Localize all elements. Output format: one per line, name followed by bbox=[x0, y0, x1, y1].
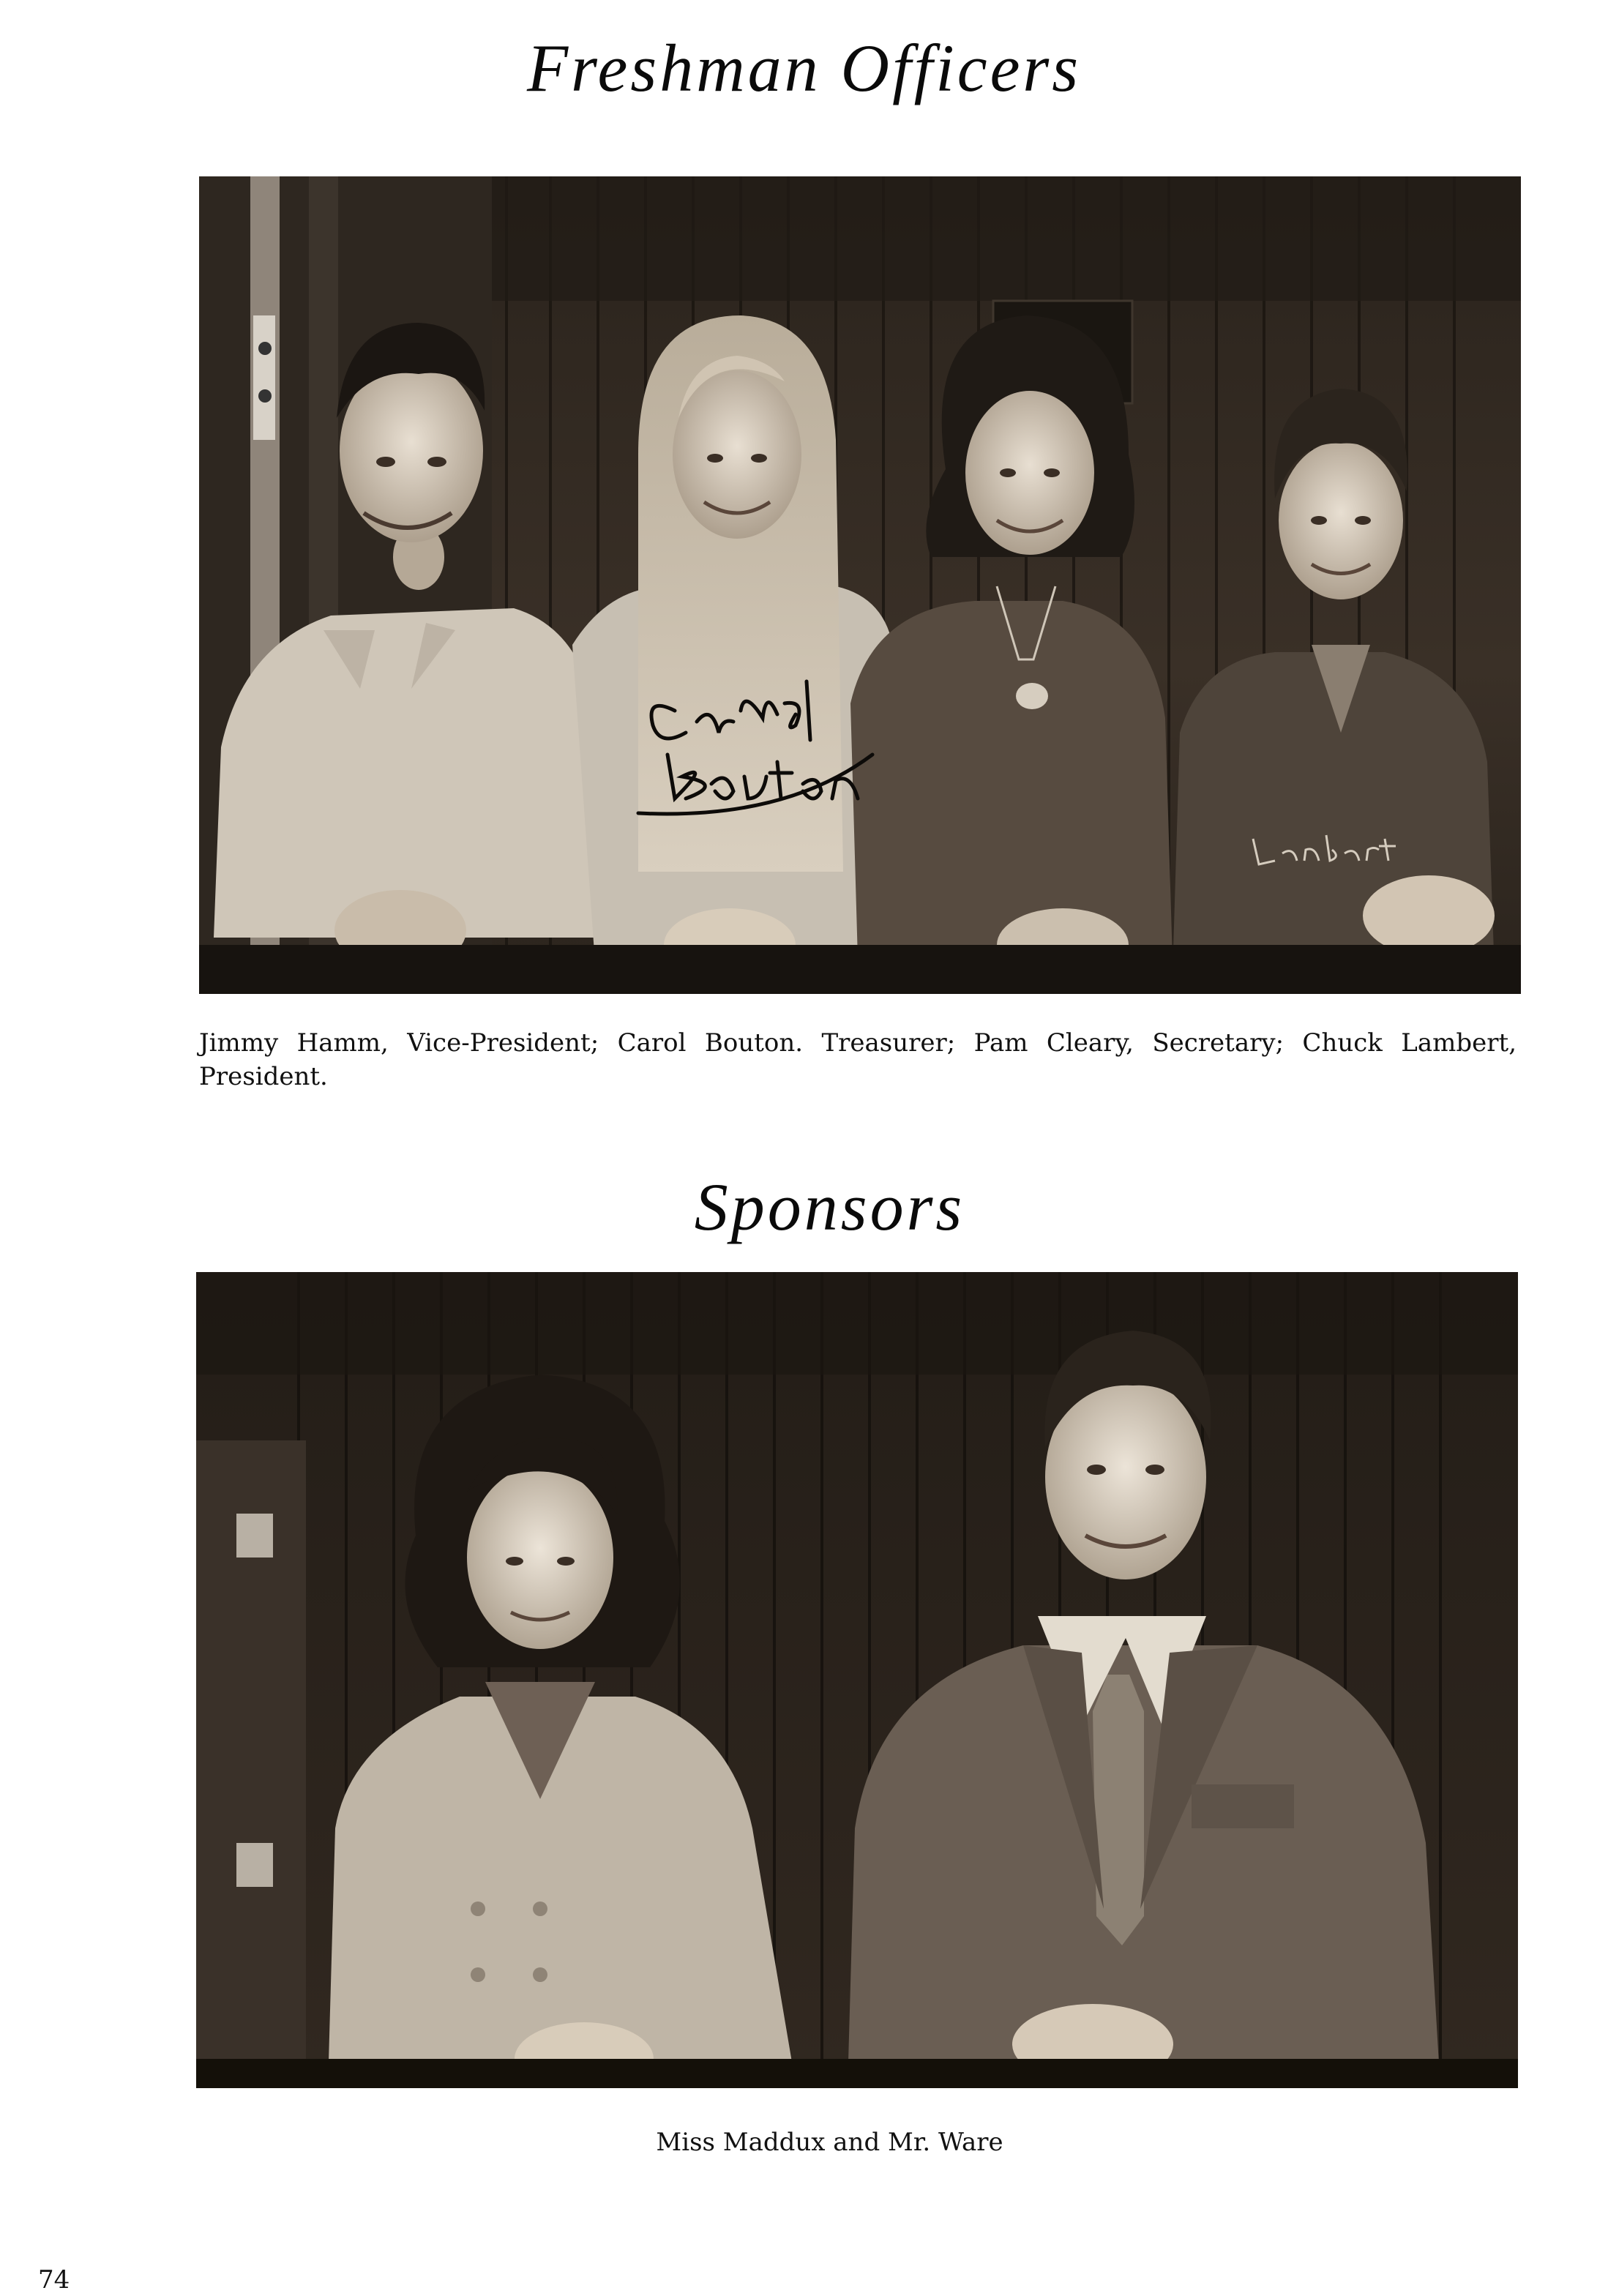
sponsors-photo bbox=[196, 1272, 1518, 2088]
officers-photo-image bbox=[199, 176, 1521, 994]
page-number: 74 bbox=[38, 2265, 70, 2295]
sponsors-caption: Miss Maddux and Mr. Ware bbox=[656, 2128, 1003, 2157]
officers-photo bbox=[199, 176, 1521, 994]
officers-title: Freshman Officers bbox=[526, 31, 1082, 105]
officers-caption: Jimmy Hamm, Vice-President; Carol Bouton. Treasurer; Pam Cleary, Secretary; Chuck Lambert, President. bbox=[199, 1028, 1517, 1091]
sponsors-title: Sponsors bbox=[694, 1170, 965, 1244]
sponsors-photo-image bbox=[196, 1272, 1518, 2088]
